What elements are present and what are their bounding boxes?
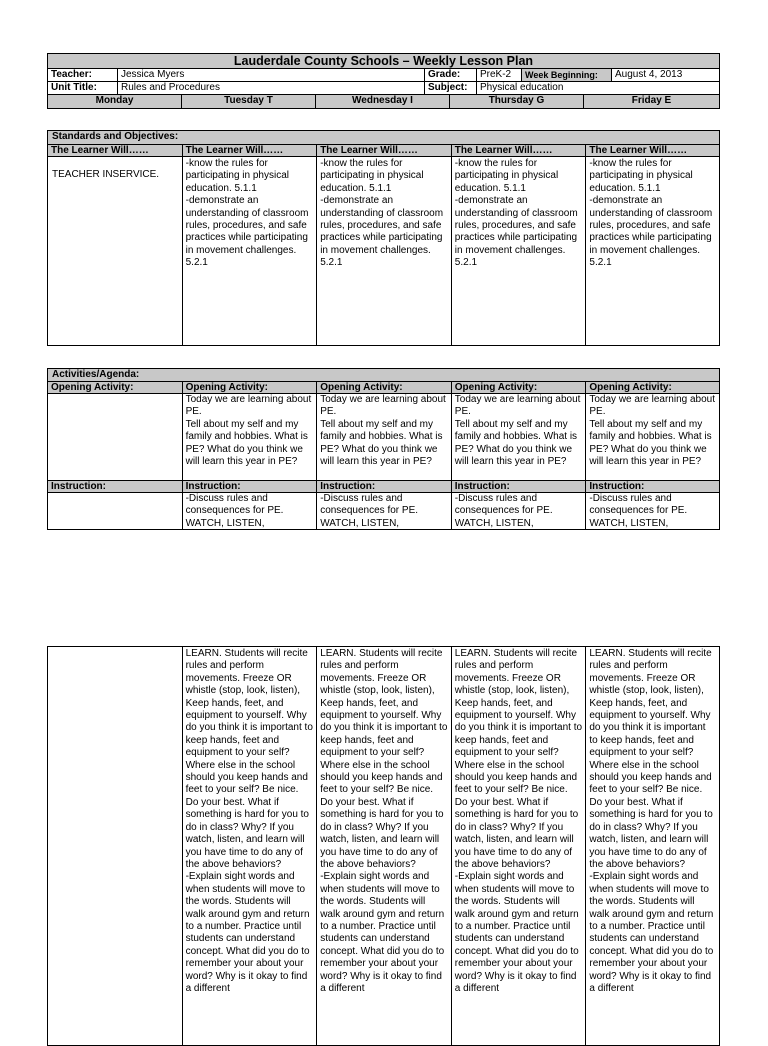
instruction-label: Instruction: [183, 481, 318, 492]
grade-label: Grade: [425, 69, 477, 81]
instruction-label: Instruction: [48, 481, 183, 492]
monday-objective: TEACHER INSERVICE. [48, 157, 183, 345]
lesson-plan-header [47, 53, 720, 109]
opening-activity-header-row [48, 382, 719, 394]
activities-caption: Activities/Agenda: [48, 369, 719, 382]
monday-opening-activity [48, 394, 183, 480]
learner-will-header: The Learner Will…… [586, 145, 719, 156]
instruction-continuation-table [47, 646, 720, 1046]
opening-activity-label: Opening Activity: [48, 382, 183, 393]
unit-row [48, 82, 719, 95]
objectives-row [48, 157, 719, 345]
teacher-label: Teacher: [48, 69, 118, 81]
wednesday-objective: -know the rules for participating in physical education. 5.1.1 -demonstrate an understanding of classroom rules, procedures, and safe practices while participating in movement challenges. 5.2.1 [317, 157, 452, 345]
instruction-row [48, 493, 719, 530]
monday-instruction [48, 493, 183, 530]
subject-value: Physical education [480, 82, 564, 93]
page-title: Lauderdale County Schools – Weekly Lesson Plan [48, 54, 719, 69]
instruction-continuation-row [48, 647, 719, 1045]
subject-label: Subject: [425, 82, 477, 94]
wednesday-opening-activity: Today we are learning about PE. Tell about my self and my family and hobbies. What is PE? What do you think we will learn this year in PE? [317, 394, 452, 480]
week-beginning-value: August 4, 2013 [615, 69, 683, 80]
teacher-value: Jessica Myers [118, 69, 425, 81]
learner-will-header: The Learner Will…… [183, 145, 318, 156]
learner-will-header: The Learner Will…… [48, 145, 183, 156]
thursday-objective: -know the rules for participating in physical education. 5.1.1 -demonstrate an understanding of classroom rules, procedures, and safe practices while participating in movement challenges. 5.2.1 [452, 157, 587, 345]
instruction-label: Instruction: [586, 481, 719, 492]
opening-activity-row [48, 394, 719, 481]
friday-instruction-cont: LEARN. Students will recite rules and perform movements. Freeze OR whistle (stop, look, listen), Keep hands, feet, and equipment to yourself. Why do you think it is important to keep hands, feet and equipment to your self? Where else in the school should you keep hands and feet to your self? Be nice. Do your best. What if something is hard for you to do in class? Why? If you watch, listen, and learn will you have time to do any of the above behaviors? -Explain sight words and when students will move to the words. Students will walk around gym and return to a number. Practice until students can understand concept. What did you do to remember your about your word? Why is it okay to find a different [589, 648, 714, 994]
instruction-label: Instruction: [317, 481, 452, 492]
learner-will-header: The Learner Will…… [452, 145, 587, 156]
learner-will-header: The Learner Will…… [317, 145, 452, 156]
opening-activity-label: Opening Activity: [452, 382, 587, 393]
opening-activity-label: Opening Activity: [183, 382, 318, 393]
opening-activity-label: Opening Activity: [586, 382, 719, 393]
opening-activity-label: Opening Activity: [317, 382, 452, 393]
tuesday-instruction-cont: LEARN. Students will recite rules and perform movements. Freeze OR whistle (stop, look, listen), Keep hands, feet, and equipment to yourself. Why do you think it is important to keep hands, feet and equipment to your self? Where else in the school should you keep hands and feet to your self? Be nice. Do your best. What if something is hard for you to do in class? Why? If you watch, listen, and learn will you have time to do any of the above behaviors? -Explain sight words and when students will move to the words. Students will walk around gym and return to a number. Practice until students can understand concept. What did you do to remember your about your word? Why is it okay to find a different [183, 647, 318, 1045]
grade-value: PreK-2 [477, 69, 522, 81]
teacher-row [48, 69, 719, 82]
activities-table [47, 368, 720, 530]
day-monday: Monday [48, 95, 182, 108]
standards-caption: Standards and Objectives: [48, 131, 719, 145]
monday-instruction-cont [48, 647, 183, 1045]
days-row [48, 95, 719, 108]
unit-title-value: Rules and Procedures [118, 82, 425, 94]
wednesday-instruction: -Discuss rules and consequences for PE. WATCH, LISTEN, [317, 493, 452, 530]
thursday-instruction: -Discuss rules and consequences for PE. WATCH, LISTEN, [452, 493, 587, 530]
day-friday: Friday E [631, 95, 672, 106]
thursday-instruction-cont: LEARN. Students will recite rules and perform movements. Freeze OR whistle (stop, look, listen), Keep hands, feet, and equipment to yourself. Why do you think it is important to keep hands, feet and equipment to your self? Where else in the school should you keep hands and feet to your self? Be nice. Do your best. What if something is hard for you to do in class? Why? If you watch, listen, and learn will you have time to do any of the above behaviors? -Explain sight words and when students will move to the words. Students will walk around gym and return to a number. Practice until students can understand concept. What did you do to remember your about your word? Why is it okay to find a different [452, 647, 587, 1045]
unit-title-label: Unit Title: [48, 82, 118, 94]
standards-table [47, 130, 720, 346]
day-thursday: Thursday G [450, 95, 584, 108]
instruction-header-row [48, 481, 719, 493]
instruction-label: Instruction: [452, 481, 587, 492]
friday-objective: -know the rules for participating in physical education. 5.1.1 -demonstrate an understanding of classroom rules, procedures, and safe practices while participating in movement challenges. 5.2.1 [589, 158, 713, 269]
learner-will-row [48, 145, 719, 157]
day-wednesday: Wednesday I [316, 95, 450, 108]
friday-instruction: -Discuss rules and consequences for PE. WATCH, LISTEN, [589, 493, 688, 529]
tuesday-instruction: -Discuss rules and consequences for PE. WATCH, LISTEN, [183, 493, 318, 530]
week-beginning-label: Week Beginning: [522, 69, 612, 81]
thursday-opening-activity: Today we are learning about PE. Tell about my self and my family and hobbies. What is PE? What do you think we will learn this year in PE? [452, 394, 587, 480]
day-tuesday: Tuesday T [182, 95, 316, 108]
tuesday-opening-activity: Today we are learning about PE. Tell about my self and my family and hobbies. What is PE? What do you think we will learn this year in PE? [183, 394, 318, 480]
tuesday-objective: -know the rules for participating in physical education. 5.1.1 -demonstrate an understanding of classroom rules, procedures, and safe practices while participating in movement challenges. 5.2.1 [183, 157, 318, 345]
friday-opening-activity: Today we are learning about PE. Tell about my self and my family and hobbies. What is PE? What do you think we will learn this year in PE? [589, 394, 716, 468]
wednesday-instruction-cont: LEARN. Students will recite rules and perform movements. Freeze OR whistle (stop, look, listen), Keep hands, feet, and equipment to yourself. Why do you think it is important to keep hands, feet and equipment to your self? Where else in the school should you keep hands and feet to your self? Be nice. Do your best. What if something is hard for you to do in class? Why? If you watch, listen, and learn will you have time to do any of the above behaviors? -Explain sight words and when students will move to the words. Students will walk around gym and return to a number. Practice until students can understand concept. What did you do to remember your about your word? Why is it okay to find a different [317, 647, 452, 1045]
